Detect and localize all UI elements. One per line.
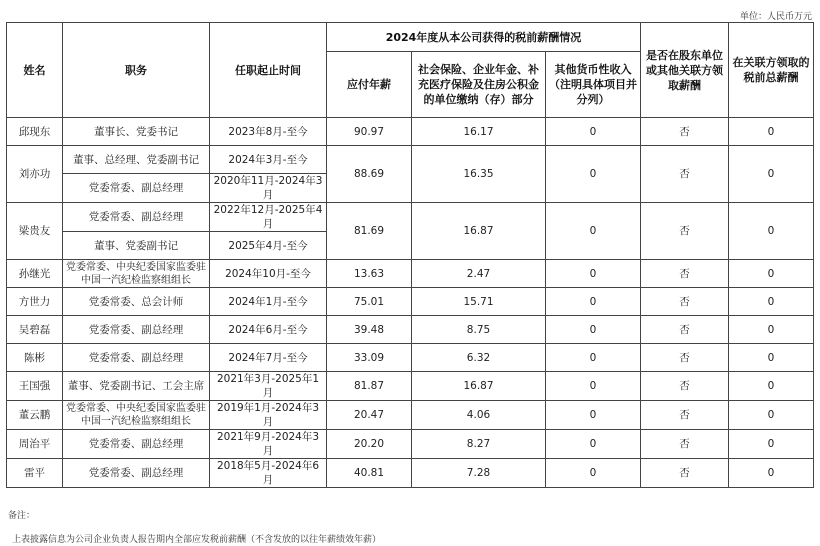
cell-name: 吴碧磊 — [7, 316, 63, 344]
cell-term: 2023年8月-至今 — [210, 118, 327, 146]
cell-position: 党委常委、副总经理 — [63, 430, 210, 459]
cell-related-party-total: 0 — [729, 146, 814, 203]
table-row — [7, 344, 814, 372]
header-group: 2024年度从本公司获得的税前薪酬情况 — [327, 23, 641, 52]
cell-social-insurance: 6.32 — [412, 344, 546, 372]
cell-position: 董事、总经理、党委副书记 — [63, 146, 210, 174]
cell-name: 邱现东 — [7, 118, 63, 146]
cell-related-party-total: 0 — [729, 288, 814, 316]
cell-related-party-total: 0 — [729, 203, 814, 260]
table-row — [7, 459, 814, 488]
cell-social-insurance: 4.06 — [412, 401, 546, 430]
table-row — [7, 401, 814, 430]
cell-annual-pay: 20.47 — [327, 401, 412, 430]
cell-other-income: 0 — [546, 430, 641, 459]
cell-social-insurance: 7.28 — [412, 459, 546, 488]
cell-position: 党委常委、副总经理 — [63, 174, 210, 203]
cell-annual-pay: 33.09 — [327, 344, 412, 372]
cell-name: 董云鹏 — [7, 401, 63, 430]
cell-annual-pay: 13.63 — [327, 260, 412, 288]
header-name: 姓名 — [7, 23, 63, 118]
cell-paid-by-shareholder: 否 — [641, 118, 729, 146]
cell-paid-by-shareholder: 否 — [641, 260, 729, 288]
cell-paid-by-shareholder: 否 — [641, 459, 729, 488]
header-term: 任职起止时间 — [210, 23, 327, 118]
cell-annual-pay: 88.69 — [327, 146, 412, 203]
cell-other-income: 0 — [546, 118, 641, 146]
cell-social-insurance: 8.27 — [412, 430, 546, 459]
cell-annual-pay: 40.81 — [327, 459, 412, 488]
header-paid-by-shareholder: 是否在股东单位或其他关联方领取薪酬 — [641, 23, 729, 118]
cell-annual-pay: 81.87 — [327, 372, 412, 401]
cell-position: 党委常委、中央纪委国家监委驻中国一汽纪检监察组组长 — [63, 260, 210, 288]
table-row — [7, 118, 814, 146]
cell-position: 党委常委、副总经理 — [63, 344, 210, 372]
table-row — [7, 430, 814, 459]
cell-social-insurance: 16.35 — [412, 146, 546, 203]
cell-social-insurance: 16.87 — [412, 372, 546, 401]
cell-paid-by-shareholder: 否 — [641, 401, 729, 430]
cell-term: 2024年1月-至今 — [210, 288, 327, 316]
cell-social-insurance: 8.75 — [412, 316, 546, 344]
cell-name: 刘亦功 — [7, 146, 63, 203]
cell-term: 2024年6月-至今 — [210, 316, 327, 344]
cell-term: 2024年7月-至今 — [210, 344, 327, 372]
cell-position: 党委常委、副总经理 — [63, 316, 210, 344]
cell-name: 孙继光 — [7, 260, 63, 288]
cell-related-party-total: 0 — [729, 344, 814, 372]
cell-other-income: 0 — [546, 203, 641, 260]
cell-social-insurance: 16.17 — [412, 118, 546, 146]
cell-term: 2018年5月-2024年6月 — [210, 459, 327, 488]
table-row — [7, 260, 814, 288]
cell-name: 陈彬 — [7, 344, 63, 372]
cell-other-income: 0 — [546, 260, 641, 288]
cell-other-income: 0 — [546, 316, 641, 344]
cell-position: 董事、党委副书记 — [63, 232, 210, 260]
notes-text: 上表披露信息为公司企业负责人报告期内全部应发税前薪酬（不含发放的以往年薪绩效年薪） — [12, 535, 382, 545]
cell-position: 党委常委、副总经理 — [63, 459, 210, 488]
cell-other-income: 0 — [546, 459, 641, 488]
cell-annual-pay: 90.97 — [327, 118, 412, 146]
cell-related-party-total: 0 — [729, 260, 814, 288]
cell-name: 周治平 — [7, 430, 63, 459]
cell-related-party-total: 0 — [729, 430, 814, 459]
table-row — [7, 316, 814, 344]
table-row — [7, 146, 814, 174]
cell-name: 王国强 — [7, 372, 63, 401]
cell-other-income: 0 — [546, 372, 641, 401]
cell-related-party-total: 0 — [729, 401, 814, 430]
cell-paid-by-shareholder: 否 — [641, 344, 729, 372]
cell-term: 2020年11月-2024年3月 — [210, 174, 327, 203]
cell-term: 2024年10月-至今 — [210, 260, 327, 288]
table-row — [7, 288, 814, 316]
cell-social-insurance: 15.71 — [412, 288, 546, 316]
cell-position: 董事长、党委书记 — [63, 118, 210, 146]
cell-name: 梁贵友 — [7, 203, 63, 260]
cell-related-party-total: 0 — [729, 118, 814, 146]
cell-position: 党委常委、总会计师 — [63, 288, 210, 316]
cell-position: 党委常委、中央纪委国家监委驻中国一汽纪检监察组组长 — [63, 401, 210, 430]
cell-paid-by-shareholder: 否 — [641, 316, 729, 344]
cell-position: 党委常委、副总经理 — [63, 203, 210, 232]
table-row — [7, 372, 814, 401]
cell-related-party-total: 0 — [729, 459, 814, 488]
cell-related-party-total: 0 — [729, 316, 814, 344]
header-related-party-total: 在关联方领取的税前总薪酬 — [729, 23, 814, 118]
cell-term: 2021年3月-2025年1月 — [210, 372, 327, 401]
cell-social-insurance: 2.47 — [412, 260, 546, 288]
cell-term: 2019年1月-2024年3月 — [210, 401, 327, 430]
cell-term: 2025年4月-至今 — [210, 232, 327, 260]
header-social-insurance: 社会保险、企业年金、补充医疗保险及住房公积金的单位缴纳（存）部分 — [412, 52, 546, 118]
cell-annual-pay: 20.20 — [327, 430, 412, 459]
cell-annual-pay: 75.01 — [327, 288, 412, 316]
cell-other-income: 0 — [546, 401, 641, 430]
cell-other-income: 0 — [546, 344, 641, 372]
cell-paid-by-shareholder: 否 — [641, 203, 729, 260]
header-position: 职务 — [63, 23, 210, 118]
notes-label: 备注： — [8, 511, 36, 521]
cell-name: 方世力 — [7, 288, 63, 316]
cell-term: 2022年12月-2025年4月 — [210, 203, 327, 232]
header-annual-pay: 应付年薪 — [327, 52, 412, 118]
cell-position: 董事、党委副书记、工会主席 — [63, 372, 210, 401]
cell-term: 2024年3月-至今 — [210, 146, 327, 174]
cell-paid-by-shareholder: 否 — [641, 430, 729, 459]
compensation-table — [6, 22, 814, 488]
cell-name: 雷平 — [7, 459, 63, 488]
cell-paid-by-shareholder: 否 — [641, 372, 729, 401]
cell-other-income: 0 — [546, 146, 641, 203]
cell-social-insurance: 16.87 — [412, 203, 546, 260]
table-body — [7, 118, 814, 488]
cell-related-party-total: 0 — [729, 372, 814, 401]
cell-term: 2021年9月-2024年3月 — [210, 430, 327, 459]
cell-paid-by-shareholder: 否 — [641, 288, 729, 316]
cell-other-income: 0 — [546, 288, 641, 316]
header-other-income: 其他货币性收入（注明具体项目并分列） — [546, 52, 641, 118]
table-row — [7, 203, 814, 232]
cell-annual-pay: 81.69 — [327, 203, 412, 260]
unit-label: 单位：人民币万元 — [739, 12, 812, 22]
cell-paid-by-shareholder: 否 — [641, 146, 729, 203]
cell-annual-pay: 39.48 — [327, 316, 412, 344]
